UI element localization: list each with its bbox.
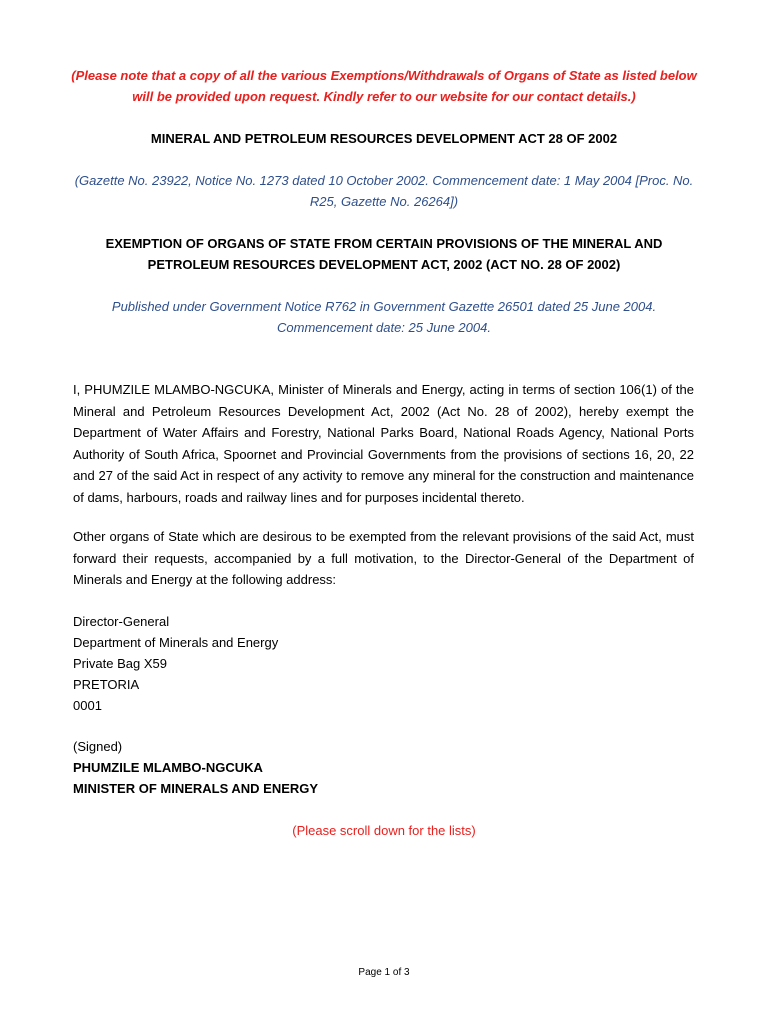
page-number: Page 1 of 3	[358, 967, 410, 978]
publication-note	[60, 296, 708, 338]
gazette-citation	[70, 170, 698, 212]
publication-note-line-2: Commencement date: 25 June 2004.	[277, 320, 491, 335]
request-notice-line-2: will be provided upon request. Kindly refer to our website for our contact details.)	[132, 89, 636, 104]
address-line-1: Director-General	[73, 614, 170, 629]
address-line-3: Private Bag X59	[73, 656, 167, 671]
address-line-4: PRETORIA	[73, 677, 140, 692]
request-paragraph: Other organs of State which are desirous to be exempted from the relevant provisions of the said Act, must forward their requests, accompanied by a full motivation, to the Director-General of the Department of Minerals and Energy at the following address:	[73, 529, 694, 587]
signatory-title: MINISTER OF MINERALS AND ENERGY	[73, 781, 319, 796]
publication-note-line-1: Published under Government Notice R762 in Government Gazette 26501 dated 25 June 2004.	[111, 299, 657, 314]
act-title: MINERAL AND PETROLEUM RESOURCES DEVELOPMENT ACT 28 OF 2002	[150, 131, 618, 146]
address-line-5: 0001	[73, 698, 102, 713]
address-line-2: Department of Minerals and Energy	[73, 635, 279, 650]
postal-address	[73, 611, 278, 716]
exemption-title-line-1: EXEMPTION OF ORGANS OF STATE FROM CERTAIN PROVISIONS OF THE MINERAL AND	[105, 236, 663, 251]
gazette-citation-line-2: R25, Gazette No. 26264])	[309, 194, 459, 209]
exemption-title	[60, 233, 708, 275]
request-notice-line-1: (Please note that a copy of all the various Exemptions/Withdrawals of Organs of State as listed below	[71, 68, 697, 83]
exemption-title-line-2: PETROLEUM RESOURCES DEVELOPMENT ACT, 2002 (ACT NO. 28 OF 2002)	[147, 257, 621, 272]
signatory-name: PHUMZILE MLAMBO-NGCUKA	[73, 760, 263, 775]
signature-block	[73, 736, 318, 799]
exemption-paragraph: I, PHUMZILE MLAMBO-NGCUKA, Minister of Minerals and Energy, acting in terms of section 106(1) of the Mineral and Petroleum Resources Development Act, 2002 (Act No. 28 of 2002), hereby exempt the Department of Water Affairs and Forestry, National Parks Board, National Roads Agency, National Ports Authority of South Africa, Spoornet and Provincial Governments from the provisions of sections 16, 20, 22 and 27 of the said Act in respect of any activity to remove any mineral for the construction and maintenance of dams, harbours, roads and railway lines and for purposes incidental thereto.	[73, 382, 694, 505]
request-notice	[60, 65, 708, 107]
gazette-citation-line-1: (Gazette No. 23922, Notice No. 1273 dated 10 October 2002. Commencement date: 1 May 2004 [Proc. No.	[74, 173, 694, 188]
scroll-note: (Please scroll down for the lists)	[292, 823, 476, 838]
signed-label: (Signed)	[73, 739, 123, 754]
